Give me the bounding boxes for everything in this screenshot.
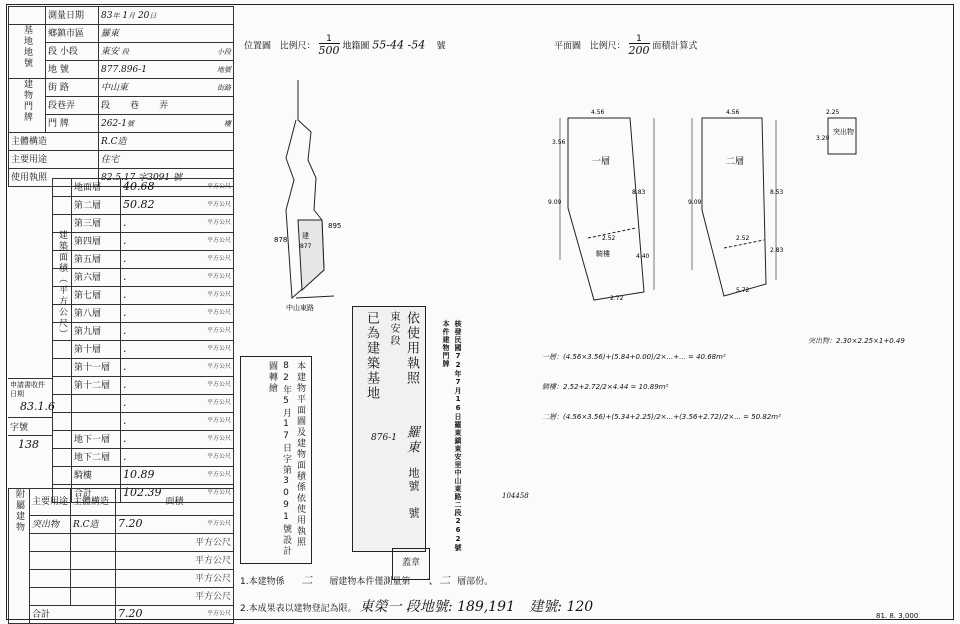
floor-row (53, 395, 234, 413)
floor-area (121, 179, 234, 197)
annex-total-label: 合計 (30, 606, 116, 624)
annex-total-cell: 7.20 平方公尺 (116, 606, 234, 624)
floor-row (53, 449, 234, 467)
floor-area-value: 50.82 (123, 198, 155, 211)
location-map-u: 號 (436, 41, 446, 52)
survey-date-value: 83年 1月 20日 (99, 7, 234, 25)
floor-area-value: . (123, 252, 127, 265)
section-label: 段 小段 (46, 43, 99, 61)
floors-vlabel: 建築面積（平方公尺） (57, 230, 67, 340)
floor-area-unit: 平方公尺 (206, 399, 231, 406)
annex-unit: 平方公尺 (116, 552, 234, 570)
floor-area (121, 377, 234, 395)
floor-area-value: . (123, 360, 127, 373)
floor-area (121, 269, 234, 287)
floor-area-value: 102.39 (123, 486, 162, 499)
floor-row (53, 251, 234, 269)
floor-area-value: . (123, 216, 127, 229)
floor-plan-title: 平面圖 (554, 41, 582, 52)
application-box (8, 378, 55, 487)
floor-name: 地面層 (72, 179, 121, 197)
floor-row (53, 467, 234, 485)
annex-col-use: 主要用途 (30, 489, 71, 516)
floor-row-gap (53, 359, 72, 377)
annex-unit: 平方公尺 (116, 570, 234, 588)
floor-plan-scale-fraction: 1 200 (628, 34, 650, 57)
floor-name (72, 395, 121, 413)
floor-name: 第三層 (72, 215, 121, 233)
location-title: 位置圖 (244, 41, 272, 52)
door-vlabel: 建物門牌 (9, 79, 46, 133)
floor-area-unit: 平方公尺 (206, 237, 231, 244)
formula-arcade: 騎樓：2.52+2.72/2×4.44 = 10.89m² (542, 383, 669, 391)
floor-row-gap (53, 395, 72, 413)
floor-area (121, 305, 234, 323)
floor-area-unit: 平方公尺 (206, 417, 231, 424)
roof-dim-b: 3.20 (816, 135, 830, 142)
floor-name: 第二層 (72, 197, 121, 215)
stamp-text-2: 東安段 (388, 311, 399, 347)
annex-table (8, 488, 234, 624)
permit-label: 使用執照 (9, 169, 99, 187)
vertical-door-note: 核發民國72年7月16日羅東鎮東安里中山東路二段262號 本件建物門牌 (442, 320, 462, 552)
floor-name: 第八層 (72, 305, 121, 323)
dim-1-b: 3.56 (552, 139, 566, 146)
dim-1-f: 2.52 (602, 235, 616, 242)
annex-use: 突出物 (30, 516, 71, 534)
floor-plan-calc-title: 面積計算式 (652, 41, 698, 52)
floor-area-value: . (123, 414, 127, 427)
floor-name: 第五層 (72, 251, 121, 269)
plans-drawing (236, 60, 952, 320)
permit-value: 82.5.17 字3091 號 (99, 169, 234, 187)
floor-row-gap (53, 449, 72, 467)
application-label: 申請書收件日期 (10, 381, 45, 398)
area-formulas (542, 350, 781, 424)
floor-area-unit: 平方公尺 (206, 453, 231, 460)
floor-area (121, 449, 234, 467)
formula-floor1: 一層：(4.56×3.56)+(5.84+0.00)/2×...+... = 40.68m² (542, 353, 726, 361)
floor-row (53, 197, 234, 215)
floor-area-value: . (123, 396, 127, 409)
street-value: 中山東 街路 (99, 79, 234, 97)
annex-struct: R.C造 (71, 516, 116, 534)
floor-row (53, 431, 234, 449)
footer-note-1: 1.本建物係 二 層建物本件僅測量第 一、二 層部份。 (240, 574, 494, 587)
stamp-text-1: 依使用執照 (404, 311, 419, 386)
floor-row-gap (53, 431, 72, 449)
floor-row-gap (53, 413, 72, 431)
floor-area (121, 395, 234, 413)
floor-row-gap (53, 341, 72, 359)
main-stamp (352, 306, 426, 552)
floor-row-gap (53, 467, 72, 485)
floor-area (121, 413, 234, 431)
floor-name (72, 413, 121, 431)
floor-area-value: . (123, 270, 127, 283)
floor-row (53, 341, 234, 359)
floor-area-unit: 平方公尺 (206, 309, 231, 316)
floor-row (53, 233, 234, 251)
stamp-text-5: 地號 (407, 467, 420, 493)
floor-area (121, 323, 234, 341)
location-plan-header (244, 34, 446, 58)
street-label: 街 路 (46, 79, 99, 97)
floor-row-gap (53, 377, 72, 395)
application-no-value: 138 (8, 435, 52, 453)
formula-roof: 突出物：2.30×2.25×1+0.49 (808, 337, 905, 345)
floor-area (121, 197, 234, 215)
floor-area-unit: 平方公尺 (206, 201, 231, 208)
floor-name: 第六層 (72, 269, 121, 287)
application-no-label: 字號 (8, 417, 52, 435)
annex-vlabel: 附屬建物 (9, 489, 30, 624)
floor-row-gap (53, 197, 72, 215)
annex-area-cell: 7.20 平方公尺 (116, 516, 234, 534)
dim-1-a: 4.56 (591, 109, 605, 116)
floor-plan-header (554, 34, 697, 58)
roof-label: 突出物 (833, 128, 854, 136)
floors-table (52, 178, 234, 503)
form-code: 81. 8. 3,000 (876, 612, 919, 620)
floor-area-value: . (123, 288, 127, 301)
floor-area-unit: 平方公尺 (206, 273, 231, 280)
location-map-no: 55-44 -54 (372, 38, 426, 52)
door-label: 門 牌 (46, 115, 99, 133)
floor-row (53, 377, 234, 395)
arcade-label: 騎樓 (596, 250, 610, 258)
floor-area (121, 287, 234, 305)
city-label: 鄉鎮市區 (46, 25, 99, 43)
floor-name: 第九層 (72, 323, 121, 341)
floor-row (53, 287, 234, 305)
lot-value: 877.896-1 地號 (99, 61, 234, 79)
floor-area-unit: 平方公尺 (206, 435, 231, 442)
floor-row (53, 323, 234, 341)
dim-2-f: 5.72 (736, 287, 750, 294)
floor-row (53, 269, 234, 287)
floor-area-unit: 平方公尺 (206, 381, 231, 388)
header-table (8, 6, 234, 187)
stamp-text-6: 號 (407, 507, 420, 520)
annex-col-struct: 主體構造 (71, 489, 116, 516)
floor-name: 第七層 (72, 287, 121, 305)
floor-row (53, 413, 234, 431)
floor-name: 第十二層 (72, 377, 121, 395)
stamp-lot-note: 876-1 (371, 433, 397, 443)
roof-protrusion-box (828, 118, 856, 154)
annex-unit: 平方公尺 (116, 534, 234, 552)
floor-name: 第十層 (72, 341, 121, 359)
annex-unit: 平方公尺 (116, 588, 234, 606)
floor1-label: 一層 (592, 157, 611, 167)
floor-area (121, 341, 234, 359)
dim-1-e: 4.40 (636, 253, 650, 260)
dim-1-d: 8.83 (632, 189, 646, 196)
floor2-outline (692, 118, 776, 296)
use-value: 住宅 (99, 151, 234, 169)
lot-right-label: 895 (328, 222, 342, 230)
floor-area-value: . (123, 450, 127, 463)
floor-area (121, 359, 234, 377)
annex-col-area: 面積 (116, 489, 234, 516)
lane-units: 段 巷 弄 (99, 97, 234, 115)
floor-area-value: . (123, 342, 127, 355)
dim-1-c: 9.09 (548, 199, 562, 206)
floor-name: 第四層 (72, 233, 121, 251)
floor-row (53, 359, 234, 377)
seal-label: 蓋章 (401, 558, 420, 568)
dim-2-d: 2.83 (770, 247, 784, 254)
lot-left-label: 878 (274, 236, 288, 244)
stamp-text-4: 羅東 (404, 425, 419, 455)
floor-area-value: . (123, 432, 127, 445)
location-scale-fraction: 1 500 (318, 34, 340, 57)
lane-label: 段巷弄 (46, 97, 99, 115)
floor-area (121, 467, 234, 485)
floor2-label: 二層 (726, 157, 745, 167)
location-plan-sketch (286, 80, 334, 298)
floor-row (53, 305, 234, 323)
floor-area (121, 431, 234, 449)
floor-area-unit: 平方公尺 (206, 183, 231, 190)
floor-area (121, 215, 234, 233)
roof-dim-a: 2.25 (826, 109, 840, 116)
dim-2-c: 8.53 (770, 189, 784, 196)
statement-text: 本建物平面圖及建物面積係依使用執照82年5月17日字第3091號設計圖轉繪 (267, 361, 305, 557)
structure-label: 主體構造 (9, 133, 99, 151)
stamp-text-3: 已為建築基地 (364, 311, 379, 401)
floor-name: 地下二層 (72, 449, 121, 467)
road-label: 中山東路 (286, 304, 314, 312)
section-value: 東安 段 小段 (99, 43, 234, 61)
floor-row (53, 179, 234, 197)
floor-area-value: 10.89 (123, 468, 155, 481)
floor-area-unit: 平方公尺 (206, 255, 231, 262)
formula-floor2: 二層：(4.56×3.56)+(5.34+2.25)/2×...+(3.56+2.72)/2×... = 50.82m² (542, 413, 781, 421)
dim-2-e: 2.52 (736, 235, 750, 242)
footer-note-2: 2.本成果表以建物登記為限。 東榮一 段地號: 189,191 建號: 120 (240, 599, 594, 615)
floor-area-unit: 平方公尺 (206, 219, 231, 226)
location-mark: 建 (302, 232, 309, 240)
floor-area-unit: 平方公尺 (206, 363, 231, 370)
door-value: 262-1號 樓 (99, 115, 234, 133)
use-label: 主要用途 (9, 151, 99, 169)
floor-area (121, 251, 234, 269)
floor-name: 騎樓 (72, 467, 121, 485)
floor-area (121, 233, 234, 251)
floor-area-value: 40.68 (123, 180, 155, 193)
structure-value: R.C造 (99, 133, 234, 151)
base-lot-vlabel: 基地地號 (9, 25, 46, 79)
location-map-label: 地籍圖 (342, 41, 370, 52)
floor-name: 合計 (72, 485, 121, 503)
lot-main-label: 877 (300, 243, 312, 250)
city-value: 羅東 (99, 25, 234, 43)
survey-date-label: 測量日期 (46, 7, 99, 25)
floor-area-value: . (123, 234, 127, 247)
floor-area-value: . (123, 378, 127, 391)
location-scale-label: 比例尺： (279, 41, 316, 52)
dim-2-b: 9.09 (688, 199, 702, 206)
floor-plan-scale-label: 比例尺： (589, 41, 626, 52)
floor-area-unit: 平方公尺 (206, 489, 231, 496)
dim-1-g: 2.72 (610, 295, 624, 302)
dim-2-a: 4.56 (726, 109, 740, 116)
floor-row (53, 215, 234, 233)
floor-area-unit: 平方公尺 (206, 291, 231, 298)
floor1-outline (560, 118, 654, 300)
floor-area-value: . (123, 306, 127, 319)
floor-name: 地下一層 (72, 431, 121, 449)
statement-box (240, 356, 312, 564)
lot-label: 地 號 (46, 61, 99, 79)
floor-name: 第十一層 (72, 359, 121, 377)
floor-area-unit: 平方公尺 (206, 327, 231, 334)
floor-area-unit: 平方公尺 (206, 471, 231, 478)
floor-row-gap (53, 179, 72, 197)
floor-area-unit: 平方公尺 (206, 345, 231, 352)
application-date: 83.1.6 (20, 400, 55, 413)
serial-no: 104458 (502, 492, 529, 500)
floor-area-value: . (123, 324, 127, 337)
